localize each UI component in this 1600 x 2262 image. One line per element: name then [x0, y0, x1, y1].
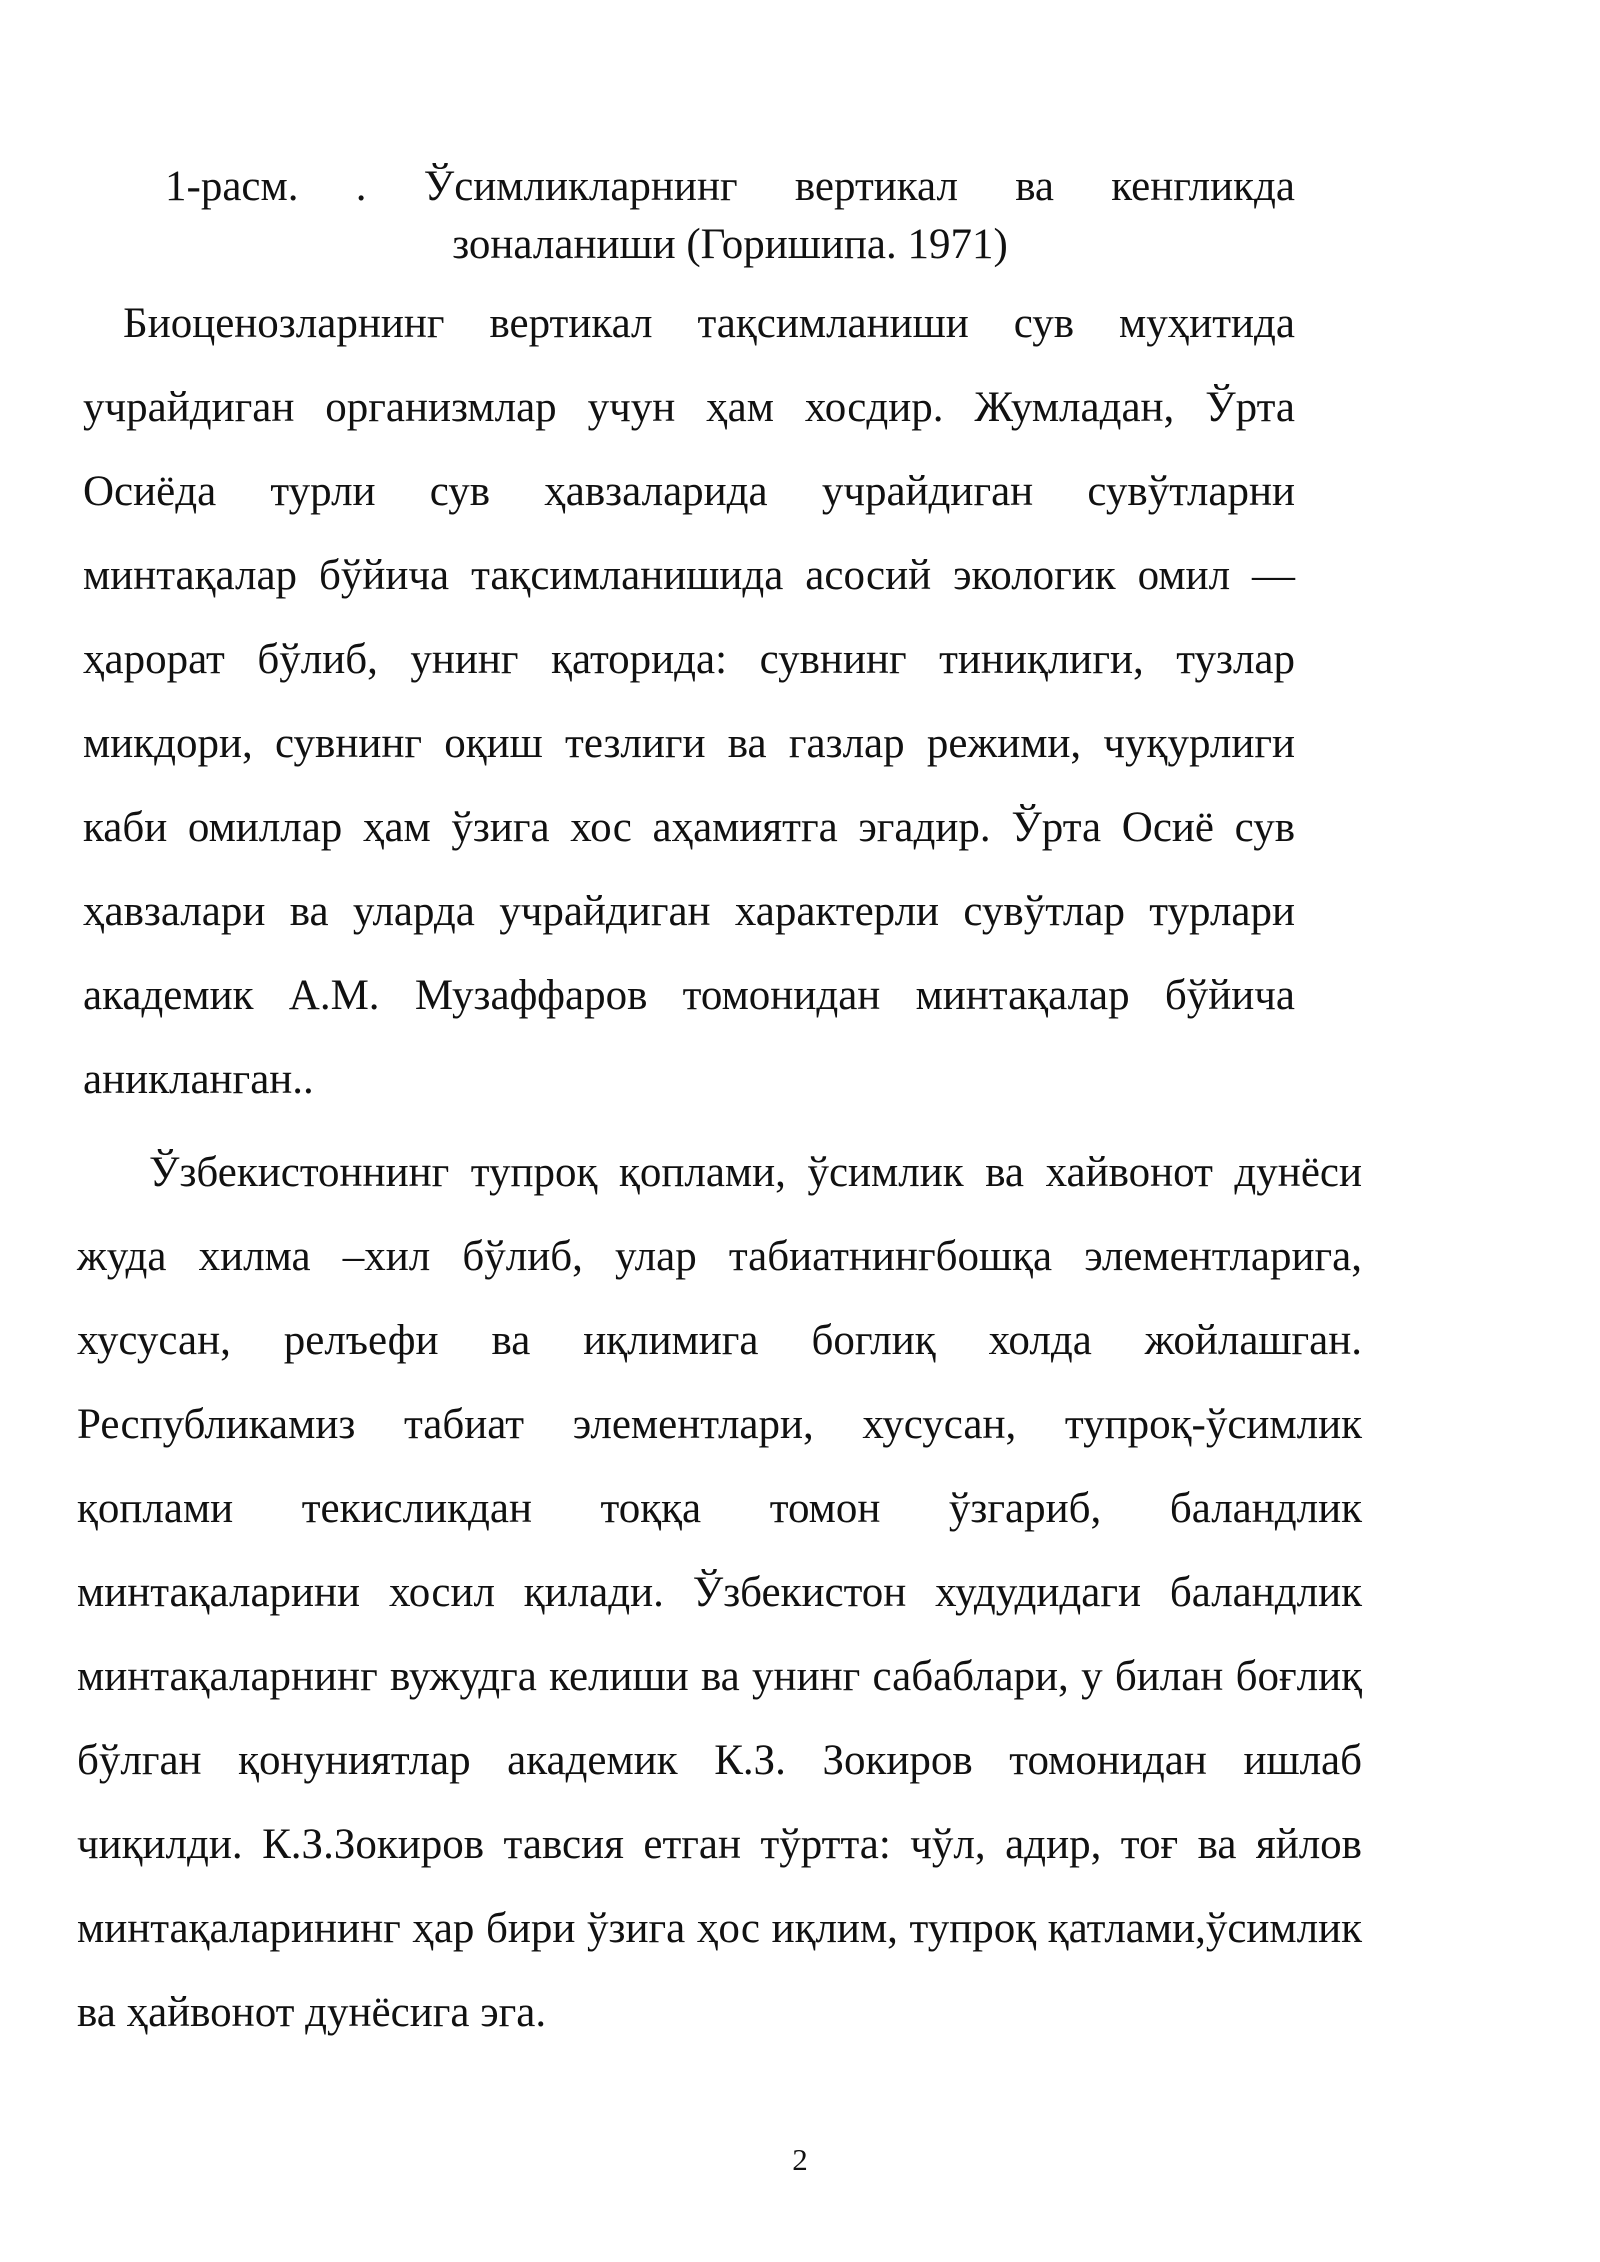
figure-caption [165, 158, 1295, 274]
figure-caption-line-1: 1-расм. . Ўсимликларнинг вертикал ва кенгликда [165, 163, 1295, 210]
figure-caption-line-2: зоналаниши (Горишипа. 1971) [452, 221, 1008, 268]
body-paragraph-2: Ўзбекистоннинг тупроқ қоплами, ўсимлик ва хайвонот дунёси жуда хилма –хил бўлиб, улар табиатнингбошқа элементларига, хусусан, релъефи ва иқлимига боглиқ холда жойлашган. Республикамиз табиат элементлари, хусусан, тупроқ-ўсимлик қоплами текисликдан тоққа томон ўзгариб, баландлик минтақаларини хосил қилади. Ўзбекистон худудидаги баландлик минтақаларнинг вужудга келиши ва унинг сабаблари, у билан боғлиқ бўлган қонуниятлар академик К.З. Зокиров томонидан ишлаб чиқилди. К.З.Зокиров тавсия етган тўртта: чўл, адир, тоғ ва яйлов минтақаларининг ҳар бири ўзига ҳос иқлим, тупроқ қатлами,ўсимлик ва ҳайвонот дунёсига эга. [77, 1149, 1362, 2036]
body-paragraph-1: Биоценозларнинг вертикал тақсимланиши сув муҳитида учрайдиган организмлар учун ҳам хосдир. Жумладан, Ўрта Осиёда турли сув ҳавзаларида учрайдиган сувўтларни минтақалар бўйича тақсимланишида асосий экологик омил — ҳарорат бўлиб, унинг қаторида: сувнинг тиниқлиги, тузлар микдори, сувнинг оқиш тезлиги ва газлар режими, чуқурлиги каби омиллар ҳам ўзига хос аҳамиятга эгадир. Ўрта Осиё сув ҳавзалари ва уларда учрайдиган характерли сувўтлар турлари академик А.М. Музаффаров томонидан минтақалар бўйича аникланган.. [83, 300, 1295, 1103]
page-number: 2 [792, 2142, 808, 2177]
